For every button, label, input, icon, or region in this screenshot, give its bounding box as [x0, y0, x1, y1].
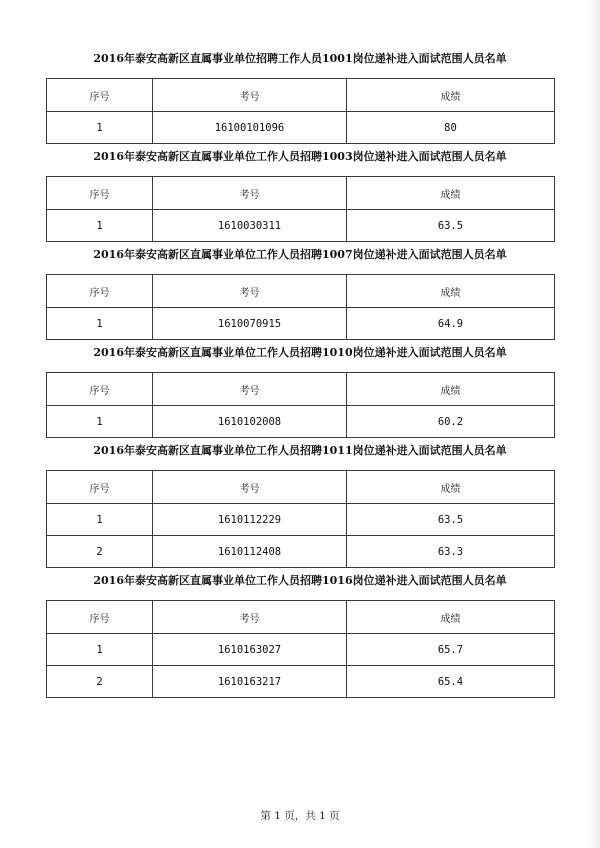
cell-score: 60.2 [347, 406, 555, 438]
cell-seq: 1 [47, 634, 153, 666]
score-table-1001 [46, 78, 555, 144]
score-table-1010 [46, 372, 555, 438]
section-title-1010: 2016年泰安高新区直属事业单位工作人员招聘1010岗位递补进入面试范围人员名单 [93, 346, 507, 359]
table-header-row [47, 373, 555, 406]
header-exam-no: 考号 [153, 177, 347, 210]
table-row [47, 504, 555, 536]
table-row [47, 112, 555, 144]
cell-seq: 1 [47, 210, 153, 242]
header-score: 成绩 [347, 373, 555, 406]
cell-score: 65.7 [347, 634, 555, 666]
score-table-1007 [46, 274, 555, 340]
cell-seq: 2 [47, 536, 153, 568]
section-title-1016: 2016年泰安高新区直属事业单位工作人员招聘1016岗位递补进入面试范围人员名单 [93, 574, 507, 587]
cell-score: 64.9 [347, 308, 555, 340]
cell-seq: 1 [47, 406, 153, 438]
header-score: 成绩 [347, 79, 555, 112]
score-table-1011 [46, 470, 555, 568]
header-exam-no: 考号 [153, 471, 347, 504]
scan-shadow-edge [586, 0, 600, 848]
section-title-1011: 2016年泰安高新区直属事业单位工作人员招聘1011岗位递补进入面试范围人员名单 [93, 444, 507, 457]
table-header-row [47, 471, 555, 504]
score-table-1003 [46, 176, 555, 242]
table-header-row [47, 601, 555, 634]
header-seq: 序号 [47, 177, 153, 210]
header-score: 成绩 [347, 601, 555, 634]
section-title-1007: 2016年泰安高新区直属事业单位工作人员招聘1007岗位递补进入面试范围人员名单 [93, 248, 507, 261]
table-row [47, 536, 555, 568]
cell-score: 65.4 [347, 666, 555, 698]
cell-exam-no: 1610030311 [153, 210, 347, 242]
table-row [47, 634, 555, 666]
cell-exam-no: 1610112229 [153, 504, 347, 536]
header-seq: 序号 [47, 601, 153, 634]
section-title-1003: 2016年泰安高新区直属事业单位工作人员招聘1003岗位递补进入面试范围人员名单 [93, 150, 507, 163]
cell-seq: 2 [47, 666, 153, 698]
table-header-row [47, 79, 555, 112]
cell-score: 63.5 [347, 210, 555, 242]
section-title-1001: 2016年泰安高新区直属事业单位招聘工作人员1001岗位递补进入面试范围人员名单 [93, 52, 507, 65]
cell-exam-no: 1610070915 [153, 308, 347, 340]
cell-exam-no: 1610112408 [153, 536, 347, 568]
header-score: 成绩 [347, 177, 555, 210]
header-seq: 序号 [47, 471, 153, 504]
cell-exam-no: 16100101096 [153, 112, 347, 144]
cell-score: 80 [347, 112, 555, 144]
header-seq: 序号 [47, 79, 153, 112]
header-exam-no: 考号 [153, 601, 347, 634]
cell-seq: 1 [47, 308, 153, 340]
cell-exam-no: 1610102008 [153, 406, 347, 438]
score-table-1016 [46, 600, 555, 698]
header-score: 成绩 [347, 275, 555, 308]
cell-seq: 1 [47, 112, 153, 144]
header-seq: 序号 [47, 275, 153, 308]
header-exam-no: 考号 [153, 373, 347, 406]
table-row [47, 406, 555, 438]
cell-exam-no: 1610163217 [153, 666, 347, 698]
cell-exam-no: 1610163027 [153, 634, 347, 666]
table-row [47, 308, 555, 340]
header-exam-no: 考号 [153, 79, 347, 112]
cell-score: 63.5 [347, 504, 555, 536]
header-seq: 序号 [47, 373, 153, 406]
cell-seq: 1 [47, 504, 153, 536]
page-footer: 第 1 页，共 1 页 [260, 810, 340, 822]
table-row [47, 666, 555, 698]
header-score: 成绩 [347, 471, 555, 504]
table-header-row [47, 275, 555, 308]
cell-score: 63.3 [347, 536, 555, 568]
header-exam-no: 考号 [153, 275, 347, 308]
table-header-row [47, 177, 555, 210]
table-row [47, 210, 555, 242]
